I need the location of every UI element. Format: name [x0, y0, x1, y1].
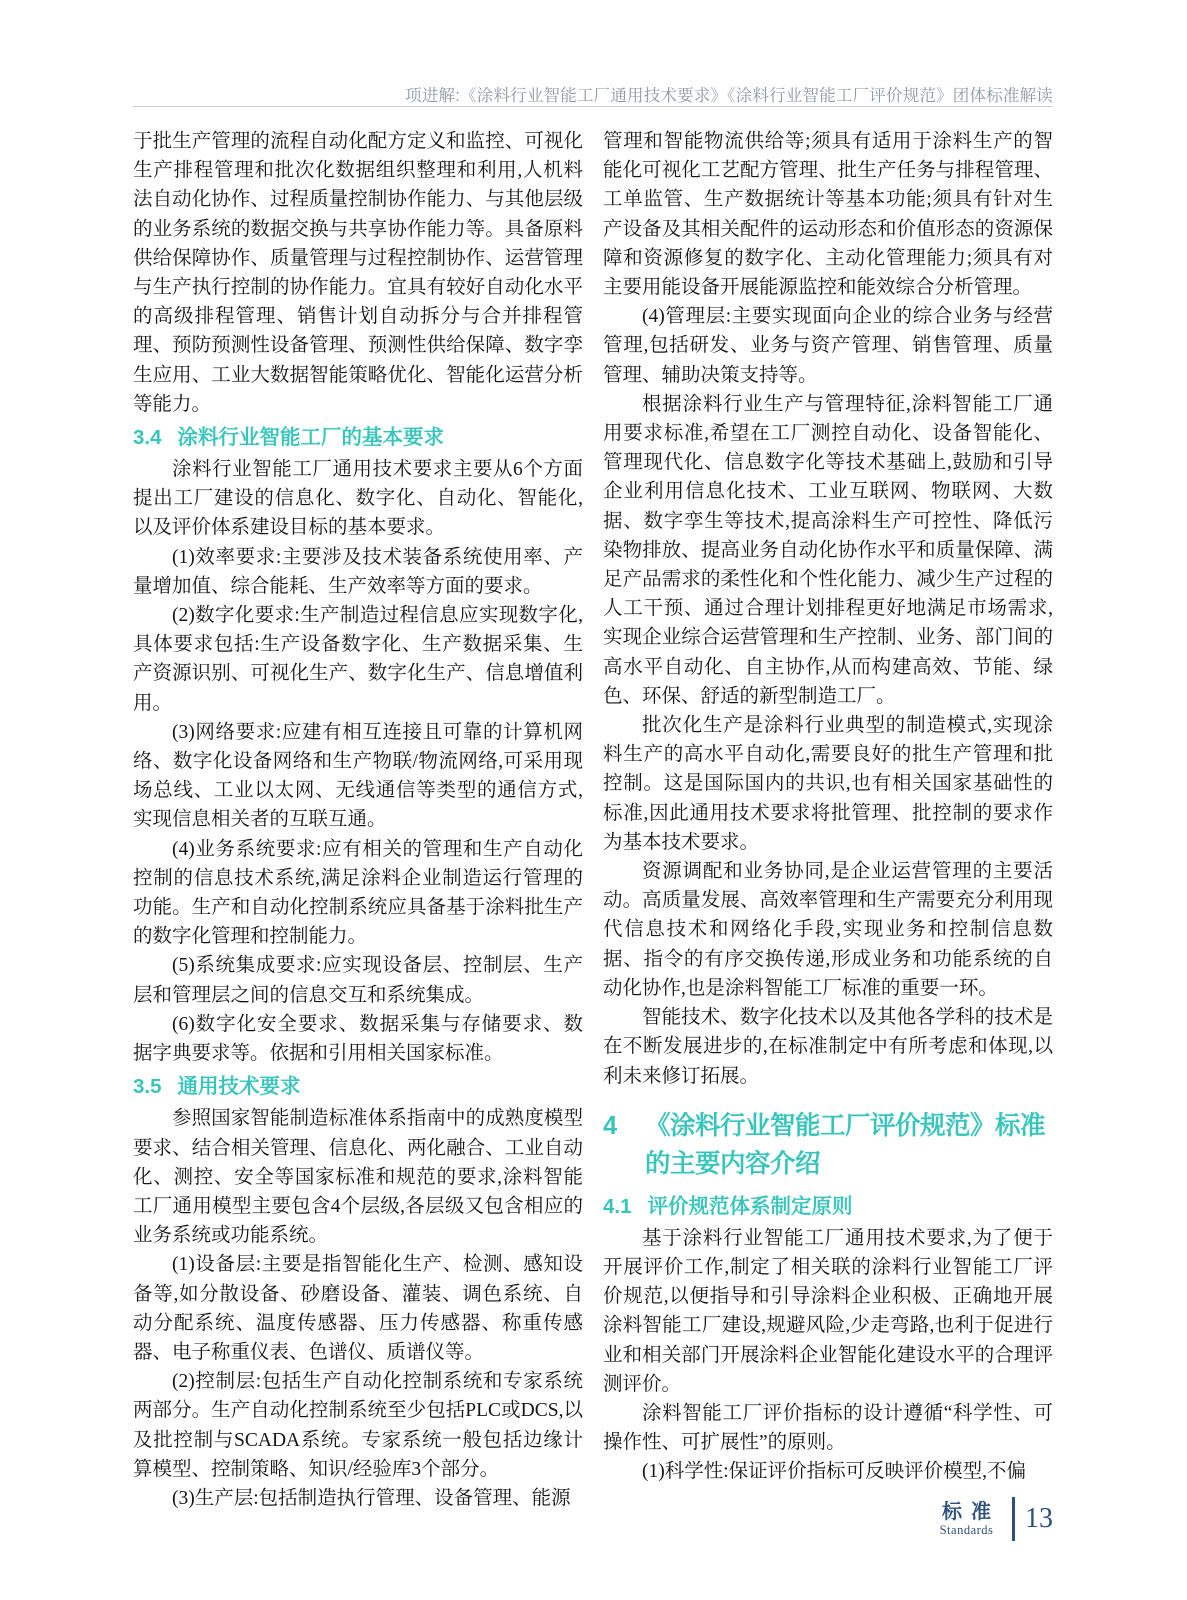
paragraph: (4)管理层:主要实现面向企业的综合业务与经营管理,包括研发、业务与资产管理、销售管理、质量管理、辅助决策支持等。: [603, 306, 1053, 386]
section-number: 4.1: [603, 1194, 632, 1218]
paragraph: 涂料智能工厂评价指标的设计遵循“科学性、可操作性、可扩展性”的原则。: [603, 1402, 1053, 1454]
footer-divider: [1012, 1497, 1015, 1541]
paragraph: 管理和智能物流供给等;须具有适用于涂料生产的智能化可视化工艺配方管理、批生产任务与排程管理、工单监管、生产数据统计等基本功能;须具有针对生产设备及其相关配件的运动形态和价值形态的资源保障和资源修复的数字化、主动化管理能力;须具有对主要用能设备开展能源监控和能效综合分析管理。: [603, 131, 1053, 299]
paragraph: (3)生产层:包括制造执行管理、设备管理、能源: [172, 1487, 571, 1509]
running-header: 项进解:《涂料行业智能工厂通用技术要求》《涂料行业智能工厂评价规范》团体标准解读: [405, 87, 1053, 105]
paragraph: 资源调配和业务协同,是企业运营管理的主要活动。高质量发展、高效率管理和生产需要充分利用现代信息技术和网络化手段,实现业务和控制信息数据、指令的有序交换传递,形成业务和功能系统的自动化协作,也是涂料智能工厂标准的重要一环。: [603, 861, 1053, 999]
section-number: 3.4: [133, 426, 162, 450]
chapter-title: [645, 1107, 1045, 1183]
section-number: 3.5: [133, 1075, 162, 1099]
section-title: 涂料行业智能工厂的基本要求: [177, 426, 444, 450]
paragraph: 参照国家智能制造标准体系指南中的成熟度模型要求、结合相关管理、信息化、两化融合、工业自动化、测控、安全等国家标准和规范的要求,涂料智能工厂通用模型主要包含4个层级,各层级又包含相应的业务系统或功能系统。: [133, 1108, 583, 1247]
chapter-title-line: 《涂料行业智能工厂评价规范》标准: [645, 1111, 1046, 1140]
chapter-number: 4: [603, 1111, 617, 1140]
right-column: [603, 127, 1053, 1513]
page-footer: [133, 1497, 1053, 1541]
paragraph: (3)网络要求:应建有相互连接且可靠的计算机网络、数字化设备网络和生产物联/物流网络,可采用现场总线、工业以太网、无线通信等类型的通信方式,实现信息相关者的互联互通。: [133, 721, 583, 831]
section-heading: [603, 1193, 1053, 1221]
paragraph: (4)业务系统要求:应有相关的管理和生产自动化控制的信息技术系统,满足涂料企业制造运行管理的功能。生产和自动化控制系统应具备基于涂料批生产的数字化管理和控制能力。: [133, 838, 583, 948]
journal-name-cn: 标准: [942, 1501, 1000, 1523]
page-number: 13: [1025, 1503, 1053, 1534]
paragraph: (2)控制层:包括生产自动化控制系统和专家系统两部分。生产自动化控制系统至少包括PLC或DCS,以及批控制与SCADA系统。专家系统一般包括边缘计算模型、控制策略、知识/经验库3个部分。: [133, 1371, 583, 1480]
left-column: [133, 127, 583, 1513]
paragraph: 基于涂料行业智能工厂通用技术要求,为了便于开展评价工作,制定了相关联的涂料行业智能工厂评价规范,以便指导和引导涂料企业积极、正确地开展涂料智能工厂建设,规避风险,少走弯路,也利于促进行业和相关部门开展涂料企业智能化建设水平的合理评测评价。: [603, 1227, 1053, 1395]
journal-brand: [933, 1501, 1000, 1537]
section-heading: [133, 424, 583, 452]
paragraph: 智能技术、数字化技术以及其他各学科的技术是在不断发展进步的,在标准制定中有所考虑和体现,以利未来修订拓展。: [603, 1007, 1053, 1087]
section-heading: [133, 1073, 583, 1101]
paragraph: 批次化生产是涂料行业典型的制造模式,实现涂料生产的高水平自动化,需要良好的批生产管理和批控制。这是国际国内的共识,也有相关国家基础性的标准,因此通用技术要求将批管理、批控制的要求作为基本技术要求。: [603, 715, 1053, 853]
chapter-heading: [603, 1107, 1053, 1183]
page-body: [133, 127, 1053, 1513]
paragraph: (6)数字化安全要求、数据采集与存储要求、数据字典要求等。依据和引用相关国家标准。: [133, 1013, 583, 1065]
paragraph: (1)效率要求:主要涉及技术装备系统使用率、产量增加值、综合能耗、生产效率等方面的要求。: [133, 546, 583, 597]
paragraph: 于批生产管理的流程自动化配方定义和监控、可视化生产排程管理和批次化数据组织整理和利用,人机料法自动化协作、过程质量控制协作能力、与其他层级的业务系统的数据交换与共享协作能力等。具备原料供给保障协作、质量管理与过程控制协作、运营管理与生产执行控制的协作能力。宜具有较好自动化水平的高级排程管理、销售计划自动拆分与合并排程管理、预防预测性设备管理、预测性供给保障、数字孪生应用、工业大数据智能策略优化、智能化运营分析等能力。: [133, 131, 583, 415]
section-title: 通用技术要求: [177, 1075, 301, 1099]
paragraph: (1)设备层:主要是指智能化生产、检测、感知设备等,如分散设备、砂磨设备、灌装、调色系统、自动分配系统、温度传感器、压力传感器、称重传感器、电子称重仪表、色谱仪、质谱仪等。: [133, 1254, 583, 1363]
paragraph: (5)系统集成要求:应实现设备层、控制层、生产层和管理层之间的信息交互和系统集成。: [133, 955, 583, 1006]
paragraph: (2)数字化要求:生产制造过程信息应实现数字化,具体要求包括:生产设备数字化、生产数据采集、生产资源识别、可视化生产、数字化生产、信息增值利用。: [133, 605, 583, 714]
paragraph: 根据涂料行业生产与管理特征,涂料智能工厂通用要求标准,希望在工厂测控自动化、设备智能化、管理现代化、信息数字化等技术基础上,鼓励和引导企业利用信息化技术、工业互联网、物联网、大数据、数字孪生等技术,提高涂料生产可控性、降低污染物排放、提高业务自动化协作水平和质量保障、满足产品需求的柔性化和个性化能力、减少生产过程的人工干预、通过合理计划排程更好地满足市场需求,实现企业综合运营管理和生产控制、业务、部门间的高水平自动化、自主协作,从而构建高效、节能、绿色、环保、舒适的新型制造工厂。: [603, 393, 1053, 707]
paragraph: 涂料行业智能工厂通用技术要求主要从6个方面提出工厂建设的信息化、数字化、自动化、智能化,以及评价体系建设目标的基本要求。: [133, 459, 583, 539]
section-title: 评价规范体系制定原则: [647, 1194, 853, 1218]
header-rule: [133, 106, 1053, 107]
journal-name-en: Standards: [939, 1523, 994, 1537]
paragraph: (1)科学性:保证评价指标可反映评价模型,不偏: [642, 1461, 1027, 1483]
chapter-title-line: 的主要内容介绍: [645, 1149, 821, 1178]
